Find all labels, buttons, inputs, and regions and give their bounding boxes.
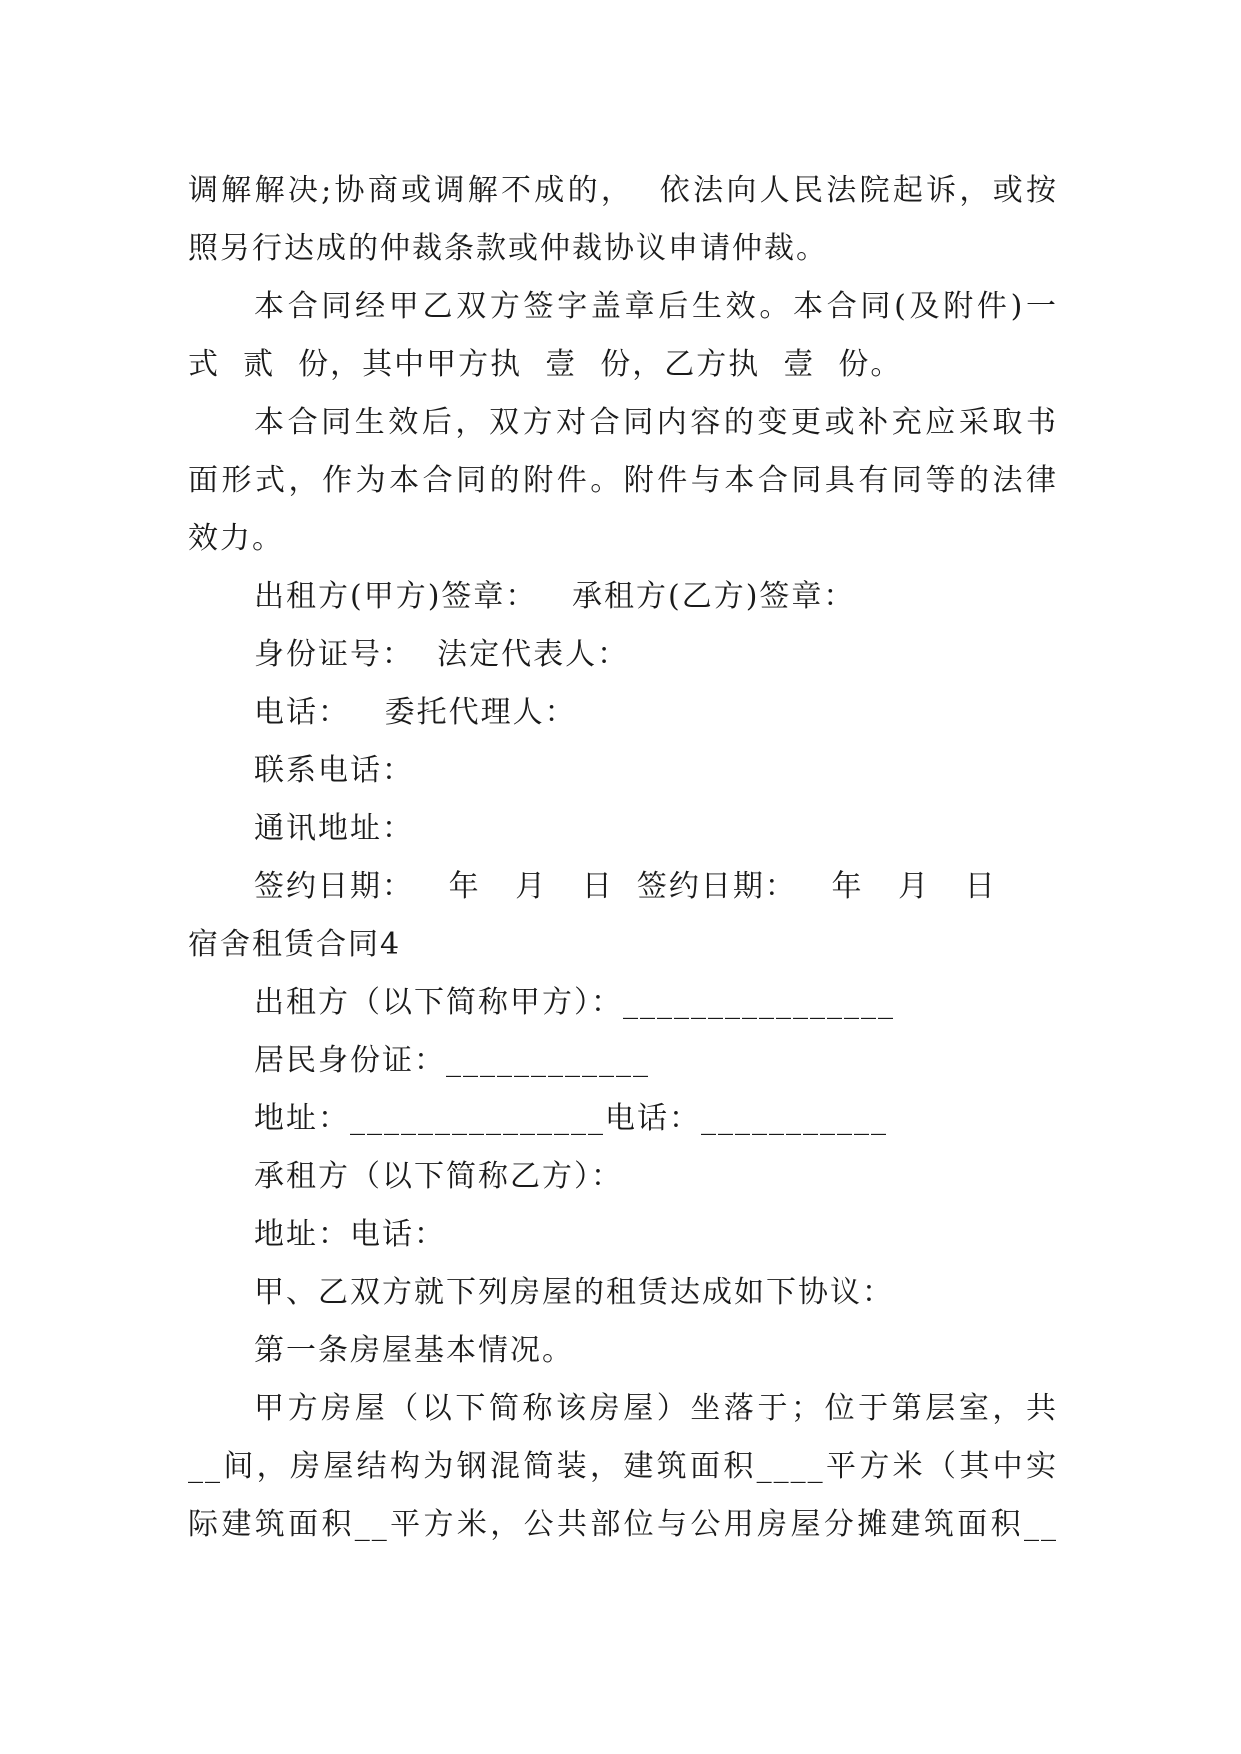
paragraph-line: 照另行达成的仲裁条款或仲裁协议申请仲裁。	[188, 231, 828, 266]
paragraph-line: 面形式，作为本合同的附件。附件与本合同具有同等的法律	[188, 463, 1058, 498]
paragraph-line: 调解解决;协商或调解不成的， 依法向人民法院起诉，或按	[188, 173, 1058, 208]
signature-line: 电话： 委托代理人：	[254, 695, 577, 730]
paragraph-line: 式 贰 份，其中甲方执 壹 份，乙方执 壹 份。	[188, 347, 903, 382]
signature-line: 通讯地址：	[254, 811, 414, 846]
paragraph-line: 甲方房屋（以下简称该房屋）坐落于；位于第层室，共	[254, 1391, 1058, 1426]
document-body	[188, 162, 1058, 1554]
paragraph-line: 本合同生效后，双方对合同内容的变更或补充应采取书	[254, 405, 1058, 440]
signature-line: 联系电话：	[254, 753, 414, 788]
agreement-intro-line: 甲、乙双方就下列房屋的租赁达成如下协议：	[254, 1275, 894, 1310]
paragraph-line: 效力。	[188, 521, 284, 556]
article-heading: 第一条房屋基本情况。	[254, 1333, 574, 1368]
lessee-line: 承租方（以下简称乙方）：	[254, 1159, 623, 1194]
contract-title: 宿舍租赁合同4	[188, 927, 402, 962]
signing-date-line: 签约日期： 年 月 日 签约日期： 年 月 日	[254, 869, 997, 904]
signature-line: 出租方(甲方)签章： 承租方(乙方)签章：	[254, 579, 856, 614]
address-phone-line: 地址：_______________电话：___________	[254, 1101, 888, 1136]
signature-line: 身份证号： 法定代表人：	[254, 637, 630, 672]
paragraph-line: __间，房屋结构为钢混简装，建筑面积____平方米（其中实	[188, 1449, 1058, 1484]
id-card-line: 居民身份证：____________	[254, 1043, 650, 1078]
paragraph-line: 际建筑面积__平方米，公共部位与公用房屋分摊建筑面积__	[188, 1507, 1058, 1542]
address-phone-line: 地址：电话：	[254, 1217, 446, 1252]
paragraph-line: 本合同经甲乙双方签字盖章后生效。本合同(及附件)一	[254, 289, 1058, 324]
lessor-line: 出租方（以下简称甲方）：________________	[254, 985, 895, 1020]
